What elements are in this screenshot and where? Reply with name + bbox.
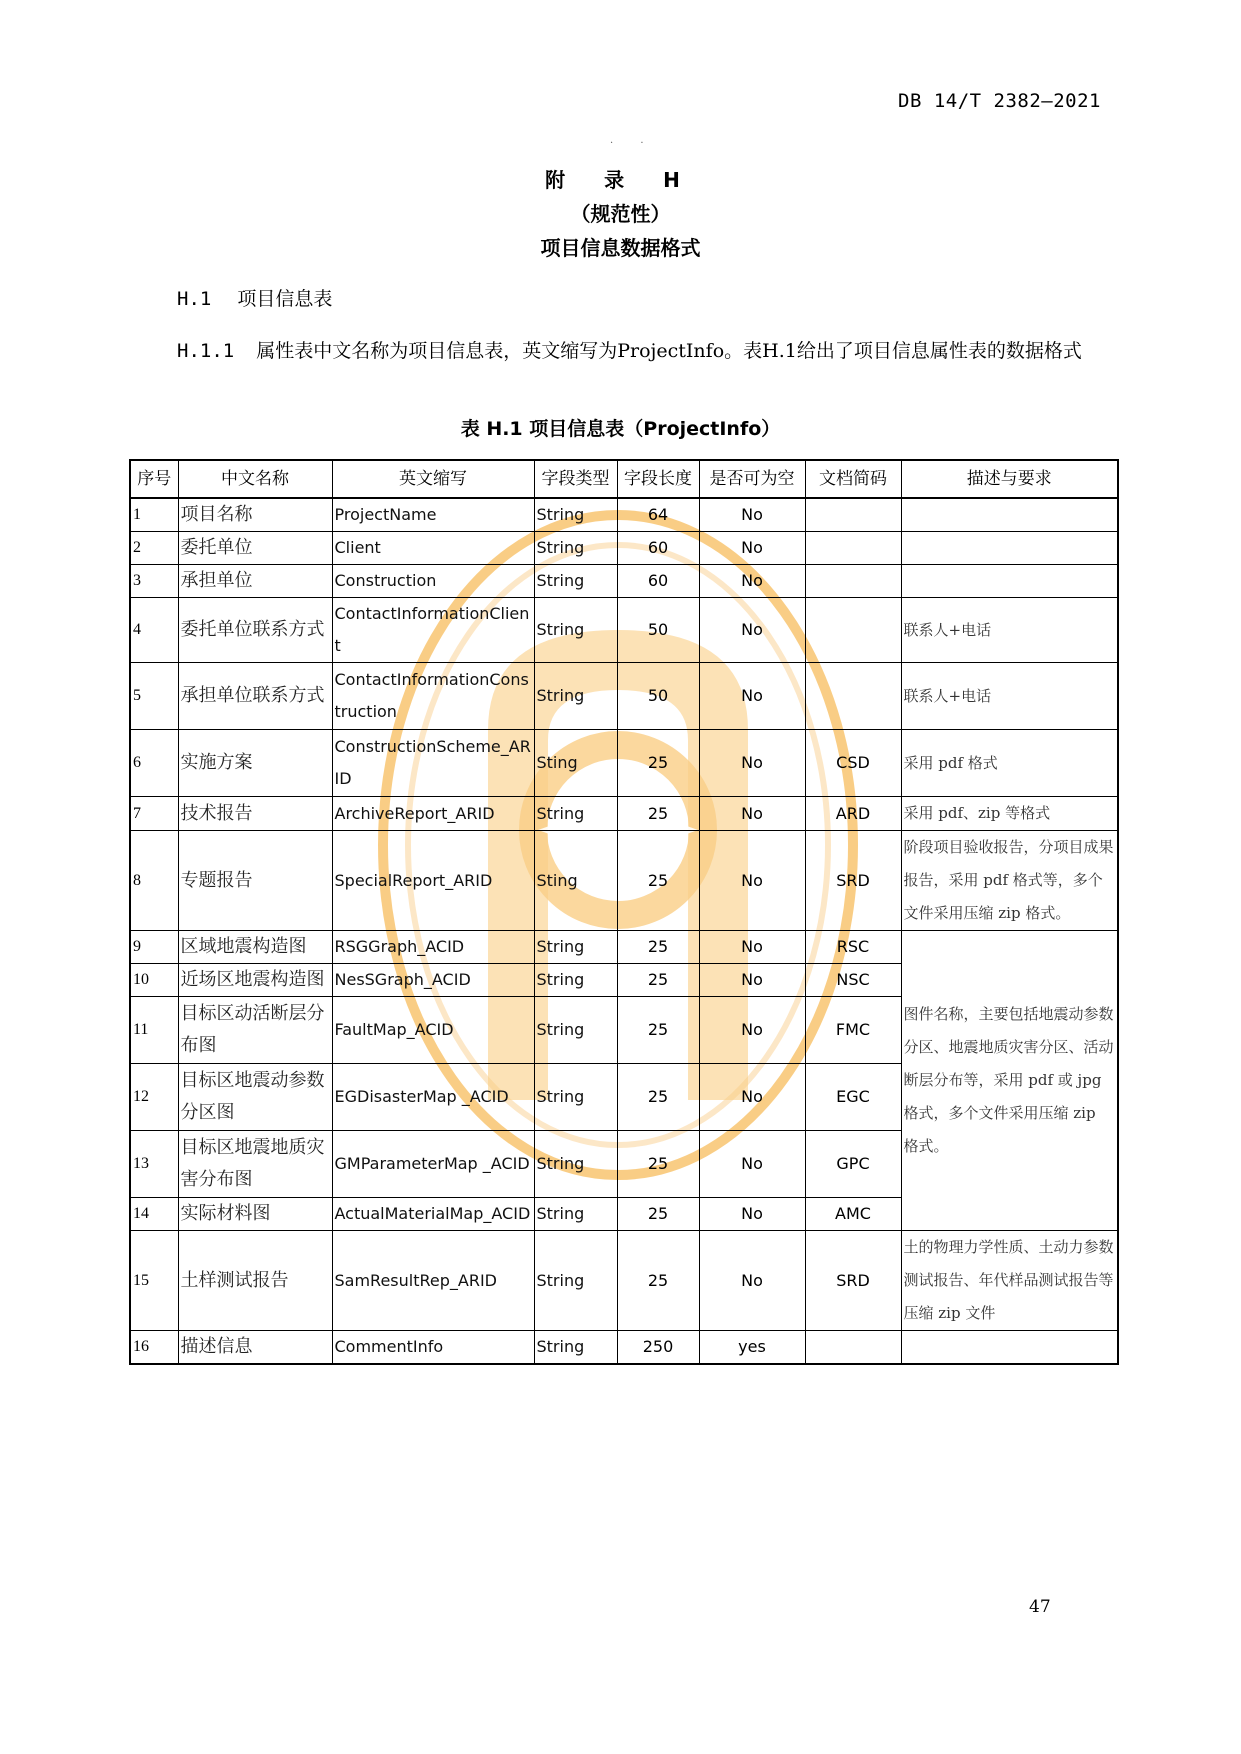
cell-len: 25 — [617, 1231, 699, 1331]
appendix-name: 项目信息数据格式 — [540, 236, 701, 260]
cell-code: EGC — [805, 1064, 901, 1131]
cell-null: No — [699, 598, 805, 663]
cell-null: No — [699, 1198, 805, 1231]
cell-null: No — [699, 1064, 805, 1131]
cell-len: 25 — [617, 1198, 699, 1231]
cell-en: CommentInfo — [332, 1331, 534, 1365]
header-nullable: 是否可为空 — [699, 460, 805, 498]
cell-type: String — [534, 931, 617, 964]
cell-len: 25 — [617, 797, 699, 831]
header-field-length: 字段长度 — [617, 460, 699, 498]
cell-cn: 近场区地震构造图 — [178, 964, 332, 997]
cell-len: 25 — [617, 1064, 699, 1131]
cell-cn: 承担单位联系方式 — [178, 663, 332, 730]
cell-cn: 目标区地震地质灾害分布图 — [178, 1131, 332, 1198]
cell-code — [805, 663, 901, 730]
cell-null: No — [699, 498, 805, 532]
section-title: 项目信息表 — [237, 288, 333, 310]
cell-en: ContactInformationClient — [332, 598, 534, 663]
cell-en: ProjectName — [332, 498, 534, 532]
cell-type: String — [534, 565, 617, 598]
cell-type: String — [534, 1064, 617, 1131]
cell-len: 25 — [617, 997, 699, 1064]
cell-cn: 目标区地震动参数分区图 — [178, 1064, 332, 1131]
table-row — [130, 598, 1118, 663]
cell-no: 16 — [130, 1331, 178, 1365]
cell-no: 13 — [130, 1131, 178, 1198]
cell-code — [805, 1331, 901, 1365]
cell-cn: 实施方案 — [178, 730, 332, 797]
cell-no: 14 — [130, 1198, 178, 1231]
clause-paragraph — [177, 334, 1087, 368]
cell-desc-merged-maps: 图件名称，主要包括地震动参数分区、地震地质灾害分区、活动断层分布等，采用 pdf 或 jpg 格式，多个文件采用压缩 zip 格式。 — [901, 931, 1118, 1231]
cell-len: 25 — [617, 931, 699, 964]
table-row — [130, 565, 1118, 598]
cell-cn: 委托单位联系方式 — [178, 598, 332, 663]
cell-cn: 项目名称 — [178, 498, 332, 532]
cell-null: No — [699, 964, 805, 997]
appendix-normative: （规范性） — [570, 202, 671, 226]
cell-en: FaultMap_ACID — [332, 997, 534, 1064]
header-en-abbr: 英文缩写 — [332, 460, 534, 498]
cell-cn: 区域地震构造图 — [178, 931, 332, 964]
cell-no: 5 — [130, 663, 178, 730]
clause-text: 属性表中文名称为项目信息表，英文缩写为ProjectInfo。表H.1给出了项目信息属性表的数据格式 — [256, 340, 1082, 362]
cell-type: String — [534, 1231, 617, 1331]
cell-null: No — [699, 663, 805, 730]
cell-code: SRD — [805, 1231, 901, 1331]
cell-en: EGDisasterMap _ACID — [332, 1064, 534, 1131]
cell-en: Construction — [332, 565, 534, 598]
cell-no: 7 — [130, 797, 178, 831]
appendix-title-block — [0, 163, 1241, 265]
cell-code: NSC — [805, 964, 901, 997]
cell-cn: 实际材料图 — [178, 1198, 332, 1231]
cell-null: No — [699, 997, 805, 1064]
cell-type: String — [534, 598, 617, 663]
cell-code — [805, 532, 901, 565]
cell-desc — [901, 1331, 1118, 1365]
cell-cn: 目标区动活断层分布图 — [178, 997, 332, 1064]
header-cn-name: 中文名称 — [178, 460, 332, 498]
cell-no: 8 — [130, 831, 178, 931]
table-header-row — [130, 460, 1118, 498]
cell-cn: 描述信息 — [178, 1331, 332, 1365]
cell-en: ConstructionScheme_ARID — [332, 730, 534, 797]
section-heading — [177, 284, 332, 311]
cell-type: String — [534, 797, 617, 831]
cell-type: String — [534, 532, 617, 565]
section-number: H.1 — [177, 288, 212, 310]
cell-desc — [901, 565, 1118, 598]
cell-code — [805, 598, 901, 663]
table-row — [130, 1331, 1118, 1365]
cell-en: RSGGraph_ACID — [332, 931, 534, 964]
cell-type: String — [534, 964, 617, 997]
cell-code: FMC — [805, 997, 901, 1064]
cell-no: 1 — [130, 498, 178, 532]
cell-code: ARD — [805, 797, 901, 831]
header-doc-code: 文档简码 — [805, 460, 901, 498]
cell-desc: 采用 pdf、zip 等格式 — [901, 797, 1118, 831]
project-info-table — [129, 459, 1119, 1365]
cell-null: No — [699, 831, 805, 931]
cell-type: String — [534, 663, 617, 730]
cell-en: NesSGraph_ACID — [332, 964, 534, 997]
header-description: 描述与要求 — [901, 460, 1118, 498]
cell-en: SamResultRep_ARID — [332, 1231, 534, 1331]
cell-code: SRD — [805, 831, 901, 931]
cell-cn: 承担单位 — [178, 565, 332, 598]
cell-type: Sting — [534, 831, 617, 931]
cell-type: String — [534, 1198, 617, 1231]
cell-code: RSC — [805, 931, 901, 964]
cell-desc — [901, 532, 1118, 565]
cell-type: String — [534, 498, 617, 532]
cell-type: String — [534, 1131, 617, 1198]
cell-len: 50 — [617, 598, 699, 663]
cell-null: No — [699, 532, 805, 565]
decorative-dots: · · — [610, 138, 656, 149]
cell-null: yes — [699, 1331, 805, 1365]
cell-len: 25 — [617, 831, 699, 931]
clause-number: H.1.1 — [177, 340, 235, 362]
table-caption: 表 H.1 项目信息表（ProjectInfo） — [460, 418, 781, 440]
cell-null: No — [699, 1231, 805, 1331]
cell-type: String — [534, 1331, 617, 1365]
project-info-table-wrapper — [129, 459, 1117, 1365]
cell-null: No — [699, 931, 805, 964]
cell-desc: 阶段项目验收报告，分项目成果报告，采用 pdf 格式等，多个文件采用压缩 zip 格式。 — [901, 831, 1118, 931]
cell-desc: 联系人+电话 — [901, 663, 1118, 730]
cell-no: 11 — [130, 997, 178, 1064]
cell-no: 9 — [130, 931, 178, 964]
table-row — [130, 730, 1118, 797]
document-code: DB 14/T 2382—2021 — [898, 90, 1101, 112]
cell-en: ArchiveReport_ARID — [332, 797, 534, 831]
cell-no: 2 — [130, 532, 178, 565]
appendix-title: 附 录 H — [545, 168, 696, 192]
cell-no: 3 — [130, 565, 178, 598]
page-number: 47 — [1029, 1597, 1051, 1617]
cell-no: 15 — [130, 1231, 178, 1331]
table-row — [130, 663, 1118, 730]
cell-cn: 技术报告 — [178, 797, 332, 831]
cell-len: 25 — [617, 730, 699, 797]
cell-len: 64 — [617, 498, 699, 532]
cell-en: GMParameterMap _ACID — [332, 1131, 534, 1198]
cell-desc: 土的物理力学性质、土动力参数测试报告、年代样品测试报告等压缩 zip 文件 — [901, 1231, 1118, 1331]
table-row — [130, 498, 1118, 532]
cell-code — [805, 565, 901, 598]
cell-code — [805, 498, 901, 532]
cell-len: 250 — [617, 1331, 699, 1365]
cell-en: ContactInformationConstruction — [332, 663, 534, 730]
cell-desc — [901, 498, 1118, 532]
table-row — [130, 831, 1118, 931]
cell-code: GPC — [805, 1131, 901, 1198]
table-row — [130, 532, 1118, 565]
cell-code: AMC — [805, 1198, 901, 1231]
cell-len: 25 — [617, 1131, 699, 1198]
cell-cn: 土样测试报告 — [178, 1231, 332, 1331]
cell-len: 25 — [617, 964, 699, 997]
cell-en: Client — [332, 532, 534, 565]
cell-len: 50 — [617, 663, 699, 730]
cell-type: Sting — [534, 730, 617, 797]
cell-en: ActualMaterialMap_ACID — [332, 1198, 534, 1231]
cell-len: 60 — [617, 532, 699, 565]
cell-len: 60 — [617, 565, 699, 598]
cell-null: No — [699, 565, 805, 598]
header-field-type: 字段类型 — [534, 460, 617, 498]
cell-desc: 联系人+电话 — [901, 598, 1118, 663]
cell-cn: 专题报告 — [178, 831, 332, 931]
cell-null: No — [699, 797, 805, 831]
header-no: 序号 — [130, 460, 178, 498]
table-row — [130, 1231, 1118, 1331]
cell-no: 4 — [130, 598, 178, 663]
table-row — [130, 797, 1118, 831]
cell-no: 10 — [130, 964, 178, 997]
cell-null: No — [699, 1131, 805, 1198]
cell-no: 6 — [130, 730, 178, 797]
cell-en: SpecialReport_ARID — [332, 831, 534, 931]
table-row — [130, 931, 1118, 964]
cell-null: No — [699, 730, 805, 797]
cell-cn: 委托单位 — [178, 532, 332, 565]
cell-desc: 采用 pdf 格式 — [901, 730, 1118, 797]
cell-code: CSD — [805, 730, 901, 797]
cell-type: String — [534, 997, 617, 1064]
cell-no: 12 — [130, 1064, 178, 1131]
